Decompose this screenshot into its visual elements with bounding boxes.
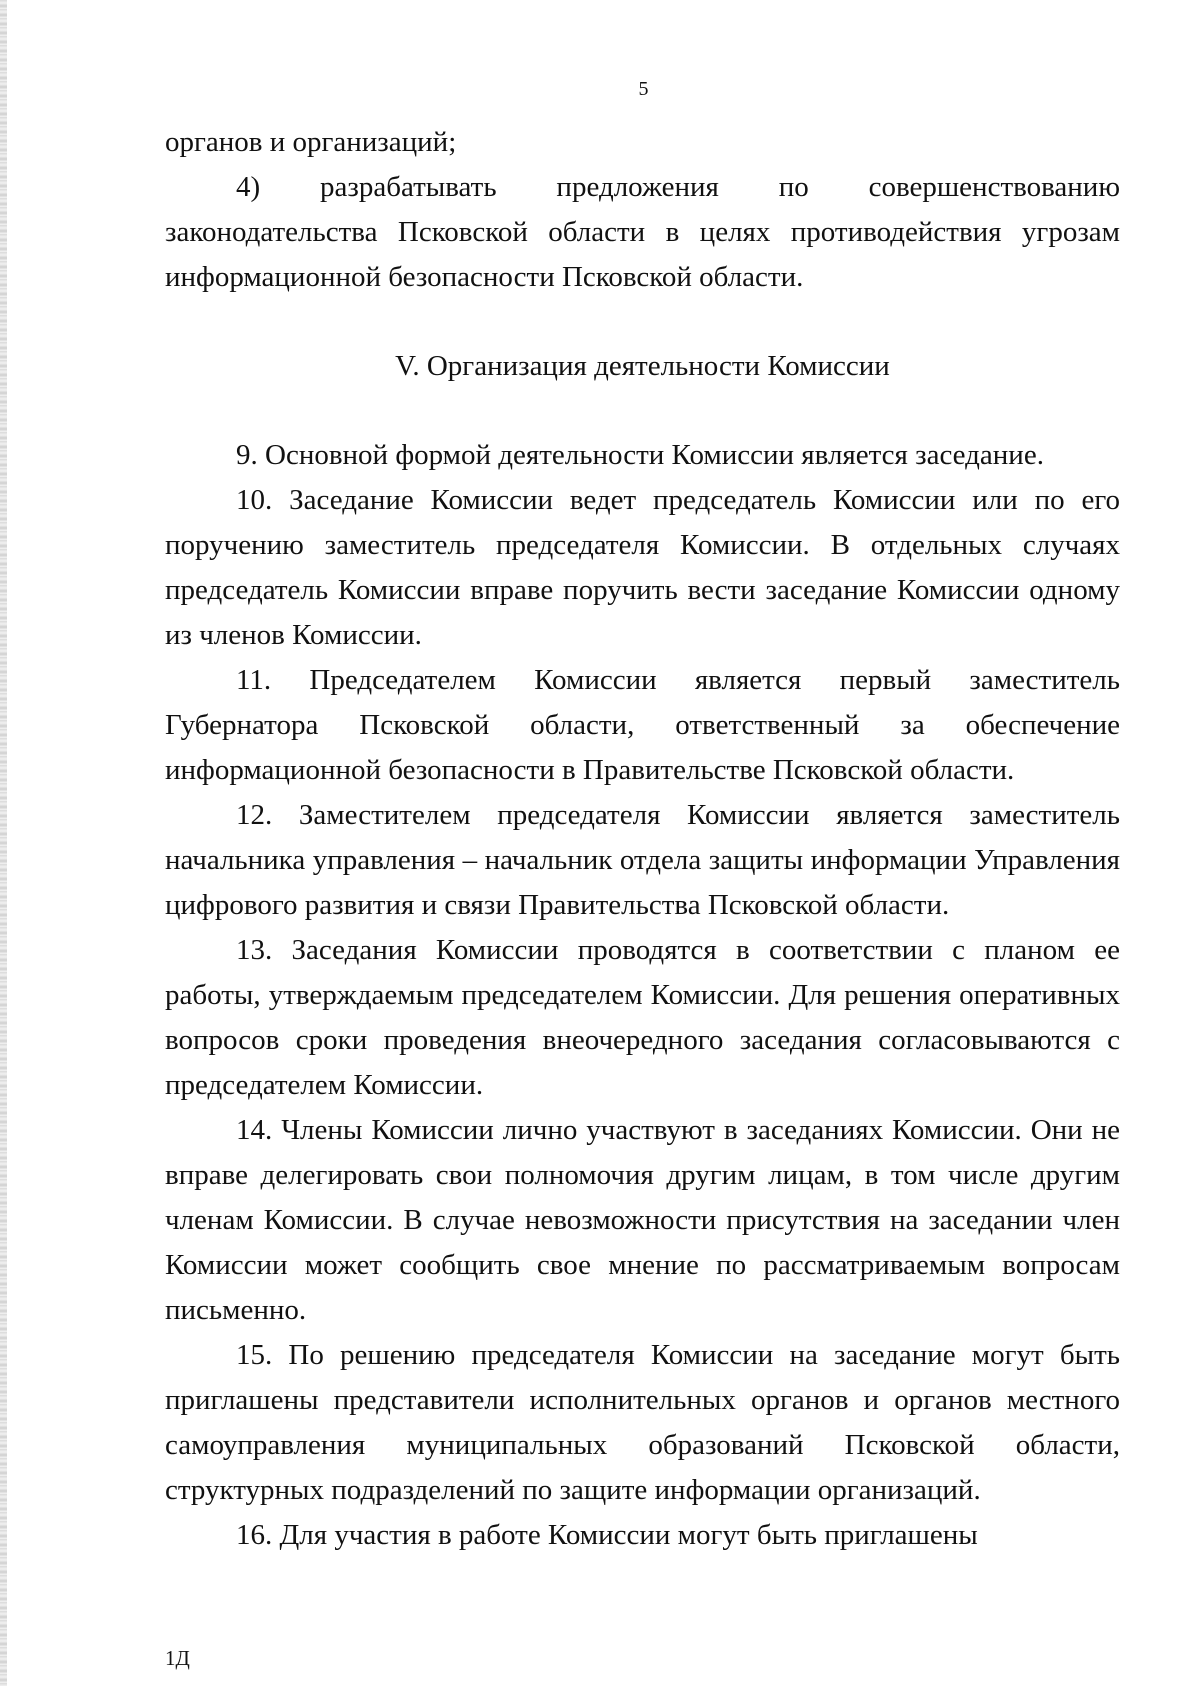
scan-edge-artifact: [0, 0, 7, 1686]
list-item-4: 4) разрабатывать предложения по совершенствованию законодательства Псковской области в целях противодействия угрозам информационной безопасности Псковской области.: [165, 171, 1120, 293]
paragraph-12: 12. Заместителем председателя Комиссии является заместитель начальника управления – начальник отдела защиты информации Управления цифрового развития и связи Правительства Псковской области.: [165, 799, 1120, 921]
paragraph-continuation: органов и организаций;: [165, 126, 457, 158]
paragraph-16: 16. Для участия в работе Комиссии могут быть приглашены: [236, 1519, 978, 1551]
paragraph-15: 15. По решению председателя Комиссии на заседание могут быть приглашены представители исполнительных органов и органов местного самоуправления муниципальных образований Псковской области, структурных подразделений по защите информации организаций.: [165, 1339, 1120, 1506]
page-number: 5: [638, 78, 649, 100]
paragraph-11: 11. Председателем Комиссии является первый заместитель Губернатора Псковской области, ответственный за обеспечение информационной безопасности в Правительстве Псковской области.: [165, 664, 1120, 786]
section-heading: V. Организация деятельности Комиссии: [395, 350, 890, 382]
paragraph-10: 10. Заседание Комиссии ведет председатель Комиссии или по его поручению заместитель председателя Комиссии. В отдельных случаях председатель Комиссии вправе поручить вести заседание Комиссии одному из членов Комиссии.: [165, 484, 1120, 651]
paragraph-9: 9. Основной формой деятельности Комиссии является заседание.: [236, 439, 1044, 471]
paragraph-14: 14. Члены Комиссии лично участвуют в заседаниях Комиссии. Они не вправе делегировать свои полномочия другим лицам, в том числе другим членам Комиссии. В случае невозможности присутствия на заседании член Комиссии может сообщить свое мнение по рассматриваемым вопросам письменно.: [165, 1114, 1120, 1326]
document-body: [165, 120, 1120, 1558]
footer-code: 1Д: [165, 1646, 190, 1670]
paragraph-13: 13. Заседания Комиссии проводятся в соответствии с планом ее работы, утверждаемым председателем Комиссии. Для решения оперативных вопросов сроки проведения внеочередного заседания согласовываются с председателем Комиссии.: [165, 934, 1120, 1101]
